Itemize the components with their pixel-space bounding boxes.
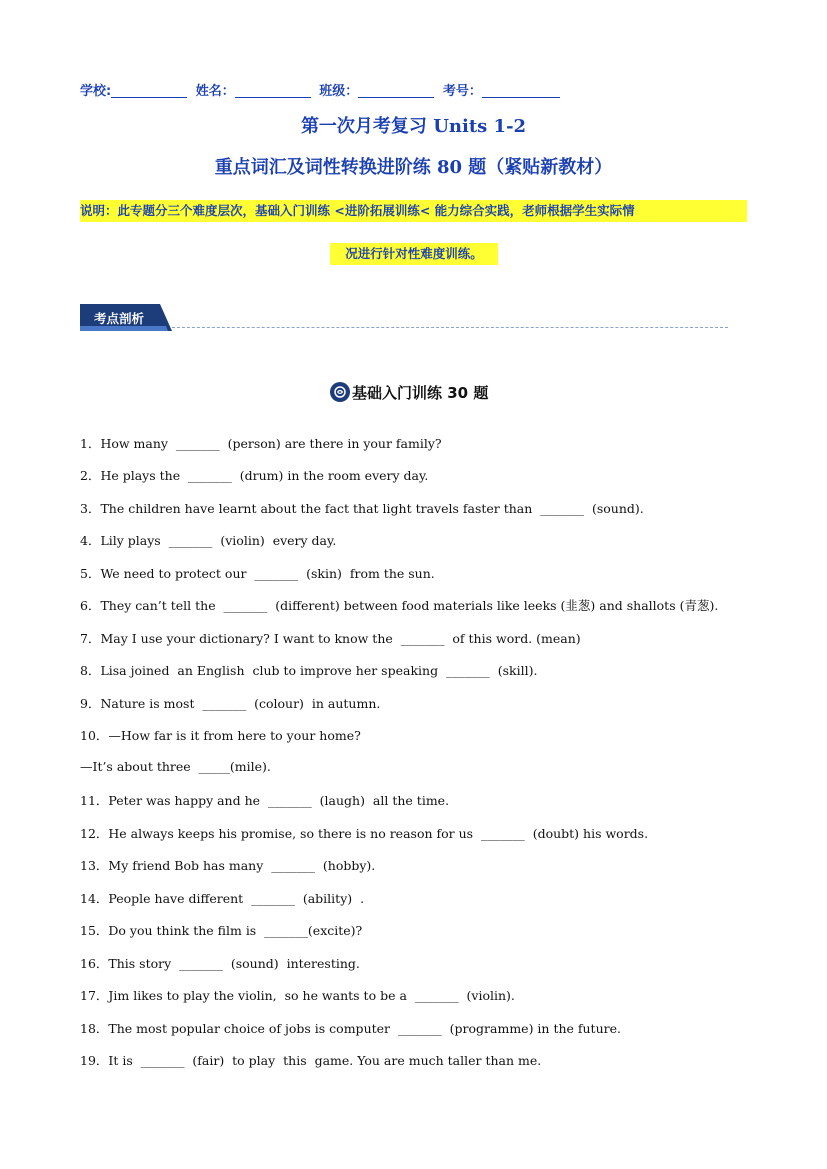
instruction-note-line1: 说明：此专题分三个难度层次，基础入门训练 <进阶拓展训练< 能力综合实践，老师根据学生实际情 [80, 200, 747, 222]
question-item: 9．Nature is most _______ (colour) in autumn. [80, 696, 381, 711]
question-item: 19．It is _______ (fair) to play this game. You are much taller than me. [80, 1053, 542, 1068]
page-title: 第一次月考复习 Units 1-2 [300, 116, 527, 137]
instruction-note-line2: 况进行针对性难度训练。 [330, 243, 498, 265]
question-item: 16．This story _______ (sound) interesting. [80, 956, 360, 971]
question-item: 4．Lily plays _______ (violin) every day. [80, 533, 337, 548]
question-item: 13．My friend Bob has many _______ (hobby). [80, 858, 376, 873]
name-label: 姓名： [195, 84, 235, 99]
question-item: 2．He plays the _______ (drum) in the room every day. [80, 468, 429, 483]
question-item: 3．The children have learnt about the fact that light travels faster than _______ (sound). [80, 501, 644, 516]
section-tab-label: 考点剖析 [94, 311, 145, 326]
section-divider [172, 327, 728, 328]
section-tab [80, 304, 172, 331]
school-label: 学校: [80, 84, 112, 99]
question-item: 18．The most popular choice of jobs is computer _______ (programme) in the future. [80, 1021, 621, 1036]
class-label: 班级： [319, 84, 359, 99]
question-item: 6．They can’t tell the _______ (different) between food materials like leeks (韭葱) and shallots (青葱). [80, 598, 719, 613]
class-blank[interactable] [358, 83, 434, 98]
exam-number-blank[interactable] [482, 83, 560, 98]
question-item: 11．Peter was happy and he _______ (laugh) all the time. [80, 793, 450, 808]
student-info-row [80, 80, 564, 100]
question-item: 14．People have different _______ (ability) . [80, 891, 365, 906]
question-item: 5．We need to protect our _______ (skin) from the sun. [80, 566, 435, 581]
question-item: 10．—How far is it from here to your home? [80, 728, 361, 743]
question-item: 8．Lisa joined an English club to improve her speaking _______ (skill). [80, 663, 538, 678]
page-subtitle: 重点词汇及词性转换进阶练 80 题（紧贴新教材） [214, 157, 613, 178]
brain-icon [330, 382, 350, 402]
question-item: 15．Do you think the film is _______(excite)? [80, 923, 363, 938]
name-blank[interactable] [235, 83, 311, 98]
question-item: 12．He always keeps his promise, so there is no reason for us _______ (doubt) his words. [80, 826, 649, 841]
school-blank[interactable] [111, 83, 187, 98]
subsection-heading-text: 基础入门训练 30 题 [352, 384, 489, 402]
question-item: 17．Jim likes to play the violin, so he wants to be a _______ (violin). [80, 988, 515, 1003]
question-item: —It’s about three _____(mile). [80, 759, 271, 774]
exam-number-label: 考号： [442, 84, 482, 99]
subsection-heading [330, 382, 488, 406]
question-item: 1．How many _______ (person) are there in your family? [80, 436, 442, 451]
question-item: 7．May I use your dictionary? I want to know the _______ of this word. (mean) [80, 631, 581, 646]
